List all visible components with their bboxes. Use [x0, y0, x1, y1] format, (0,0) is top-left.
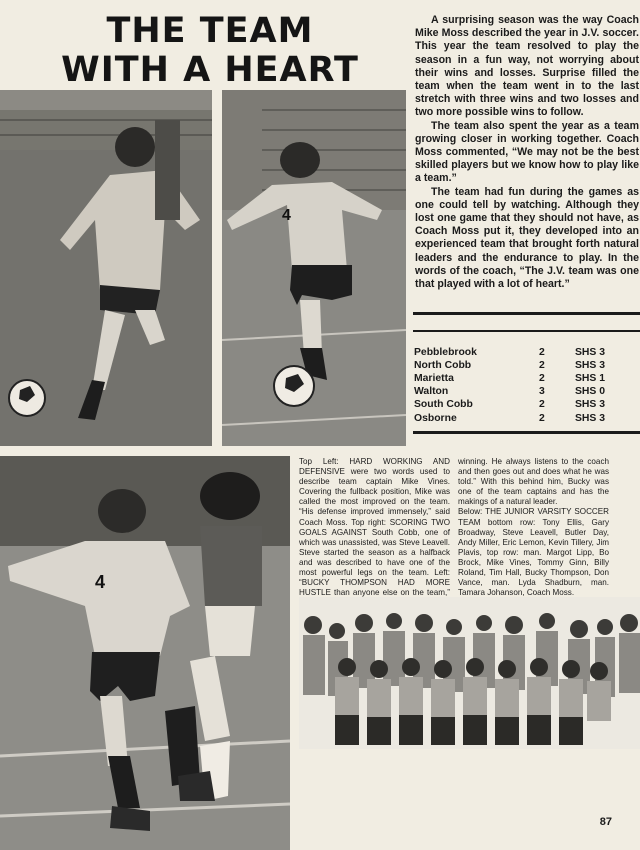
caption-text: Top Left: HARD WORKING AND DEFENSIVE were two words used to describe team captain Mike Vines. Covering the fullback position, Mike was called the most improved on the team. “His defense improved immensely,” said Coach Moss. Top right: SCORING TWO GOALS AGAINST South Cobb, one of which was unassisted, was Steve Leavell. Steve started the season as a halfback and was described to have one of the most powerful legs on the team. Left: “BUCKY THOMPSON HAD MORE HUSTLE than anyone else on the team,”: [299, 457, 450, 598]
score-row: [414, 385, 639, 398]
photo-bottom-left: [0, 456, 290, 850]
score-table: [414, 346, 639, 425]
opponent-score: 2: [539, 412, 545, 424]
opponent-name: Walton: [414, 386, 449, 398]
shs-score: SHS 1: [575, 373, 606, 385]
score-row: [414, 346, 639, 359]
score-rule-bottom: [413, 431, 640, 434]
photo-top-right: [222, 90, 406, 446]
score-row: [414, 398, 639, 411]
caption-text: winning. He always listens to the coach and then goes out and does what he was told.” With this behind him, Bucky was one of the team captains and has the makings of a natural leader.: [458, 457, 609, 507]
photo-top-left: [0, 90, 212, 446]
photo-captions: [299, 457, 609, 598]
shs-score: SHS 0: [575, 386, 606, 398]
story-paragraph: The team had fun during the games as one could tell by watching. Although they lost one game that they should not have, as Coach Moss put it, they developed into an experienced team that brought forth natural leaders and the endurance to play. In the words of the coach, “The J.V. team was one that played with a lot of heart.”: [415, 185, 639, 291]
headline: [60, 12, 360, 90]
headline-line-1: THE TEAM: [106, 11, 314, 51]
caption-column-1: [299, 457, 450, 608]
story-paragraph: A surprising season was the way Coach Mike Moss described the year in J.V. soccer. This year the team resolved to play the season in a fun way, not worrying about their wins and losses. Surprise filled the team when the team went in to the last stretch with three wins and two losses and two more possible wins to follow.: [415, 14, 639, 119]
score-row: [414, 359, 639, 372]
shs-score: SHS 3: [575, 360, 606, 372]
opponent-name: North Cobb: [414, 360, 472, 372]
score-row: [414, 372, 639, 385]
page-number: 87: [599, 816, 612, 828]
caption-text: Below: THE JUNIOR VARSITY SOCCER TEAM bottom row: Tony Ellis, Gary Broadway, Steve Leavell, Butler Day, Andy Miller, Eric Lemon, Kevin Tillery, Jim Plavis, top row: man. Margot Lipp, Bo Brock, Mike Vines, Tommy Ginn, Billy Roland, Tim Hall, Bucky Thompson, Don Vance, man. Lyda Shadburn, man. Tamara Johanson, Coach Moss.: [458, 507, 609, 598]
story-text: [415, 14, 639, 291]
opponent-score: 2: [539, 399, 545, 411]
opponent-score: 2: [539, 360, 545, 372]
caption-column-2: [458, 457, 609, 598]
shs-score: SHS 3: [575, 347, 606, 359]
photo-team: [299, 597, 640, 749]
score-rule-top: [413, 312, 640, 315]
opponent-score: 2: [539, 373, 545, 385]
jersey-number: 4: [282, 207, 291, 224]
story-paragraph: The team also spent the year as a team growing closer in working together. Coach Moss commented, “We may not be the best skilled players but we know how to play like a team.”: [415, 119, 639, 185]
opponent-score: 3: [539, 386, 545, 398]
headline-line-2: WITH A HEART: [61, 50, 359, 90]
opponent-name: South Cobb: [414, 399, 473, 411]
opponent-name: Marietta: [414, 373, 454, 385]
opponent-score: 2: [539, 347, 545, 359]
shs-score: SHS 3: [575, 399, 606, 411]
jersey-number: 4: [95, 572, 106, 592]
opponent-name: Pebblebrook: [414, 347, 477, 359]
opponent-name: Osborne: [414, 412, 457, 424]
score-rule-mid: [413, 330, 640, 332]
shs-score: SHS 3: [575, 412, 606, 424]
score-row: [414, 411, 639, 424]
